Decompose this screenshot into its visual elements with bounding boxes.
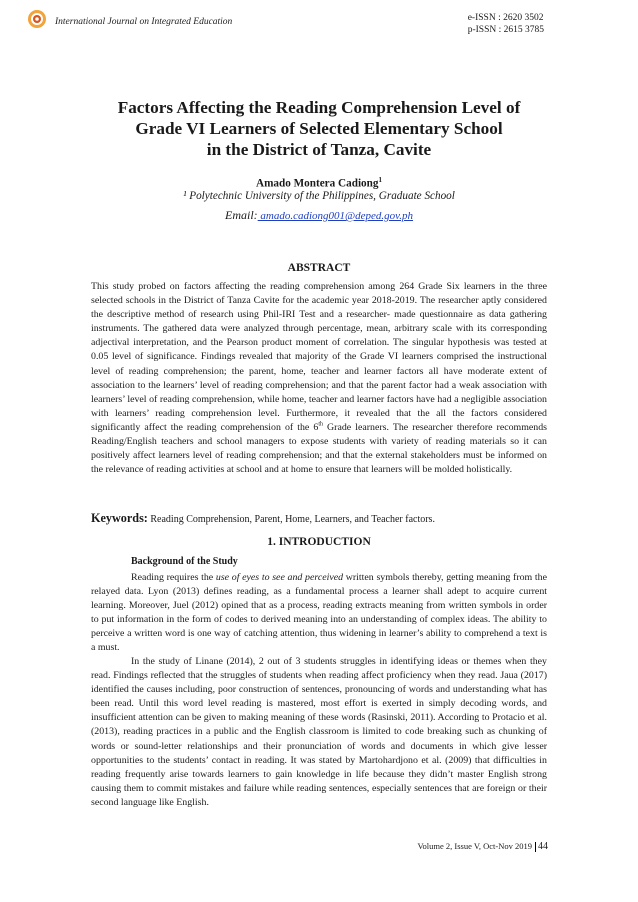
keywords-text: Reading Comprehension, Parent, Home, Learners, and Teacher factors. [147, 514, 435, 525]
paper-title [60, 97, 578, 160]
journal-logo-icon [27, 9, 47, 29]
abstract-text: This study probed on factors affecting the reading comprehension among 264 Grade Six learners in the three selected schools in the District of Tanza Cavite for the academic year 2018-2019. The researcher aptly considered the descriptive method of research using Phil-IRI Test and a researcher- made questionnaire as data gathering instruments. The gathered data were analyzed through percentage, mean, arbitrary scale with its corresponding adjectival interpretation, and the Pearson product moment of correlation. The singular hypothesis was tested at 0.05 level of significance. Findings revealed that majority of the Grade VI learners comprised the instructional level of reading comprehension; the parent, home, teacher and learner factors all have moderate extent of association to the learners’ level of reading comprehension; and that the parent factor had a weak association with learners’ level of reading comprehension, while home, teacher and learner factors have had a negligible association with learners’ reading comprehension level. Furthermore, it revealed that the all the factors considered significantly affect the reading comprehension of the 6 [91, 281, 547, 433]
background-subheading: Background of the Study [131, 556, 238, 567]
abstract-sup: th [318, 421, 323, 428]
introduction-heading: 1. INTRODUCTION [267, 536, 371, 548]
issn-block [468, 12, 544, 36]
page-number: 44 [538, 841, 548, 852]
abstract-heading: ABSTRACT [287, 262, 351, 274]
p1-text-cont: written symbols thereby, getting meaning from the relayed data. Lyon (2013) defines reading, as a fundamental process a learner shall adept to acquire current learning. Moreover, Juel (2012) opined that as a process, reading extracts meaning from written symbols in order to put information in the form of codes to derived meaning into an understanding of complex ideas. The ability to perceive a written word is one way of catching attention, thus widening in learner’s ability to comprehend a text is a must. [91, 572, 547, 654]
author-sup: 1 [378, 176, 382, 184]
p1-text: Reading requires the [131, 572, 216, 583]
journal-name: International Journal on Integrated Education [55, 17, 233, 27]
keywords-label: Keywords: [91, 511, 148, 525]
intro-paragraph-2: In the study of Linane (2014), 2 out of 3 students struggles in identifying ideas or themes when they read. Findings reflected that the struggles of students when reading affect proficiency when they read. Jaua (2017) identified the causes including, poor construction of sentences, pronouncing of words and understanding what has been read. Until this word level reading is mastered, most effort is exerted in simply decoding words, and insufficient attention can be given to making meaning of these words (Rasinski, 2011). According to Protacio et al. (2013), reading practices in a public and the English classroom is limited to code breaking such as chunking of words or sound-letter relationships and their pronunciation of words and documents in which give lesser opportunities to the students’ contact in reading. It was stated by Martohardjono et al. (2009) that difficulties in reading frequently arise towards learners to gain knowledge in life because they didn’t master English strong causing them to commit mistakes and failure while reading sentences, especially sentences that are foreign or their second language like English. [91, 656, 547, 808]
title-line: Factors Affecting the Reading Comprehension Level of [117, 98, 521, 117]
footer-divider [535, 842, 536, 852]
title-line: in the District of Tanza, Cavite [206, 140, 432, 159]
author [0, 176, 638, 190]
abstract-body [91, 280, 547, 477]
email-link[interactable]: amado.cadiong001@deped.gov.ph [257, 210, 413, 222]
email-line [0, 208, 638, 223]
affiliation: ¹ Polytechnic University of the Philippines, Graduate School [183, 190, 455, 202]
email-label: Email: [224, 208, 258, 222]
title-line: Grade VI Learners of Selected Elementary School [135, 119, 503, 138]
abstract-text-cont: Grade learners. The researcher therefore recommends Reading/English teachers and school managers to expose students with variety of reading materials so it can positively affect learners level of reading comprehension; and that the external stakeholders must be informed on the relevance of reading activities at school and at home to ensure that learners will be molded holistically. [91, 421, 548, 476]
pissn: p-ISSN : 2615 3785 [467, 25, 544, 35]
intro-paragraph-1 [91, 571, 547, 656]
author-name: Amado Montera Cadiong [256, 177, 379, 190]
volume-info: Volume 2, Issue V, Oct-Nov 2019 [417, 841, 532, 851]
keywords [91, 511, 435, 526]
p1-italic: use of eyes to see and perceived [215, 572, 344, 583]
page-footer [417, 841, 548, 852]
eissn: e-ISSN : 2620 3502 [467, 13, 544, 23]
